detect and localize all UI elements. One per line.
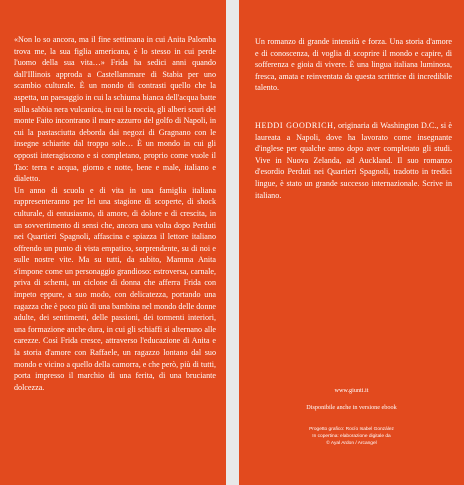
credit-cover-line-2: © Ayal Ardon / Arcangel	[326, 441, 377, 446]
credit-cover-line-1: In copertina: elaborazione digitale da	[312, 434, 391, 439]
ebook-note: Disponibile anche in versione ebook	[306, 404, 397, 411]
credit-design: Progetto grafico: Rocío Isabel González	[309, 427, 394, 432]
synopsis-paragraph-2: Un anno di scuola e di vita in una famiglia italiana rappresenteranno per lei una stagione di scoperte, di shock culturale, di entusiasmo, di amore, di dolore e di crescita, in un sovvertimento di sensi che, ancora una volta dopo Perduti nei Quartieri Spagnoli, affascina e spiazza il lettore italiano offrendo un punto di vista empatico, sorprendente, su di noi e sulle nostre vite. Ma su tutti, da subito, Mamma Anita s'impone come un personaggio grandioso: estroversa, carnale, priva di schemi, un ciclone di donna che afferra Frida con impeto eppure, a suo modo, con delicatezza, portando una ragazza che è poco più di una bambina nel mondo delle donne adulte, dei sentimenti, delle passioni, dei tormenti interiori, una formazione anche dura, in cui gli schiaffi si alternano alle carezze. Così Frida cresce, attraverso l'educazione di Anita e la storia d'amore con Raffaele, un ragazzo lontano dal suo mondo e vicino a quello della camorra, e che però, più di tutti, porta impresso il marchio di una ferita, di una bruciante dolcezza.	[14, 185, 216, 392]
author-name: HEDDI GOODRICH	[255, 120, 334, 130]
left-flap	[0, 0, 226, 485]
flap-gutter	[226, 0, 239, 485]
credits	[239, 426, 464, 447]
author-bio-text: , originaria di Washington D.C., si è laureata a Napoli, dove ha lavorato come insegnante d'inglese per qualche anno dopo aver completato gli studi. Vive in Nuova Zelanda, ad Auckland. Il suo romanzo d'esordio Perduti nei Quartieri Spagnoli, tradotto in tredici lingue, è stato un grande successo internazionale. Scrive in italiano.	[255, 120, 452, 200]
publisher-website: www.giunti.it	[334, 387, 369, 394]
synopsis-paragraph-1: «Non lo so ancora, ma il fine settimana in cui Anita Palomba trova me, la sua figlia americana, è lo stesso in cui perde l'uomo della sua vita…» Frida ha sedici anni quando dall'Illinois approda a Castellammare di Stabia per uno scambio culturale. È un mondo di contrasti quello che la aspetta, un paesaggio in cui la schiuma bianca dell'acqua batte sulla sabbia nera vulcanica, in cui la roccia, gli alberi scuri del monte Faito incontrano il mare azzurro del golfo di Napoli, in cui la pastasciutta deborda dai negozi di Gragnano con le insegne schiarite dal troppo sole… È un mondo in cui gli opposti interagiscono e si completano, proprio come vuole il Tao: terra e acqua, giorno e notte, bene e male, italiano e dialetto.	[14, 35, 216, 184]
right-flap	[239, 0, 464, 485]
colophon	[239, 386, 464, 447]
author-bio	[255, 120, 452, 201]
review-blurb: Un romanzo di grande intensità e forza. Una storia d'amore e di conoscenza, di voglia di scoprire il mondo e capire, di sofferenza e gioia di vivere. È una lingua italiana luminosa, fresca, amata e reinventata da questa scrittrice di incredibile talento.	[255, 37, 452, 93]
